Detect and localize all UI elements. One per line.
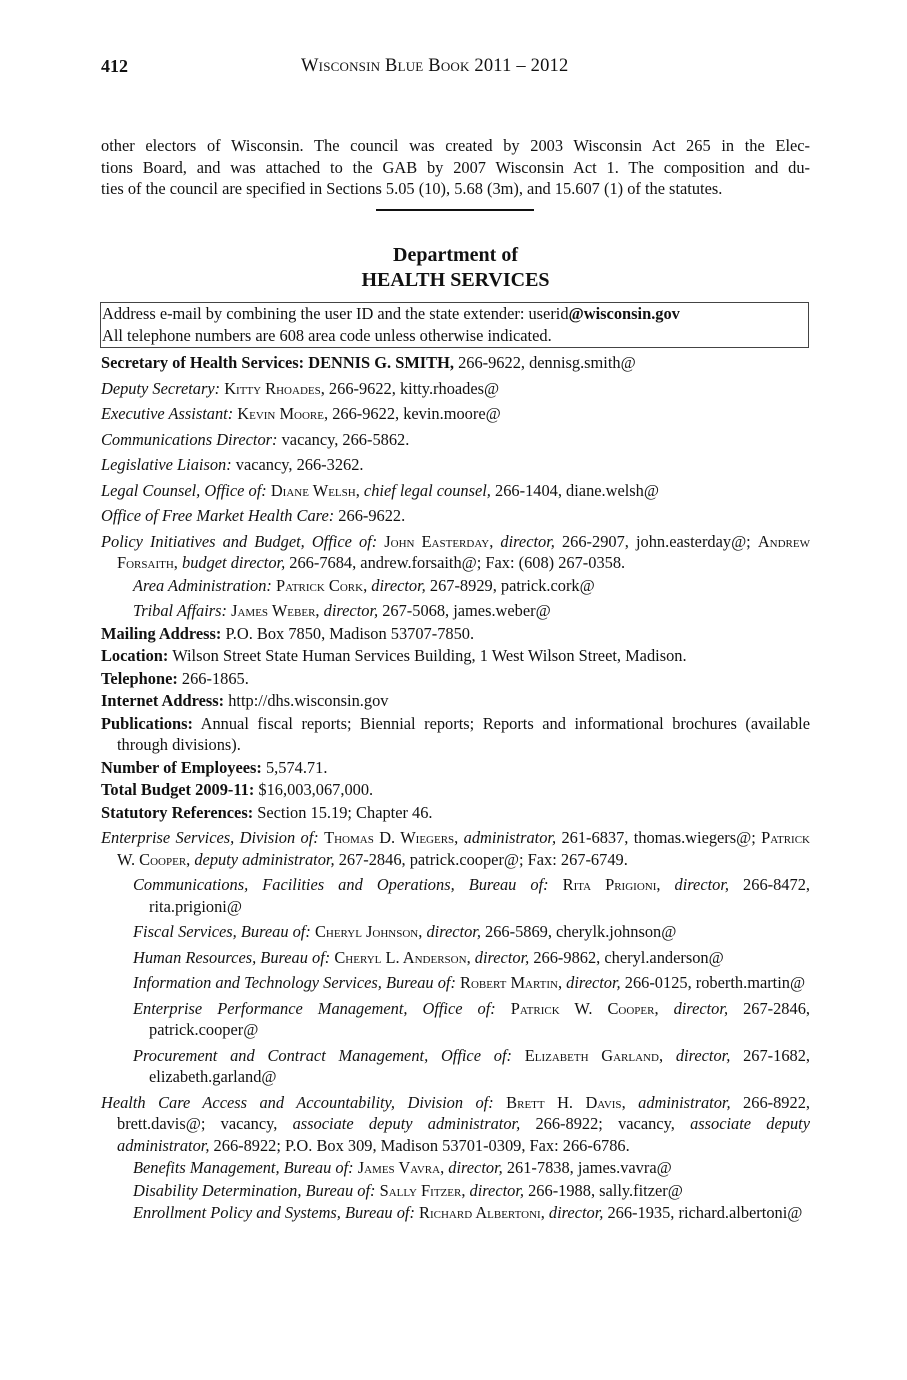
entry-deputy-secretary: [101, 378, 810, 400]
entry-title: director,: [474, 947, 530, 967]
entry-label: Policy Initiatives and Budget, Office of:: [101, 531, 378, 551]
entry-person: Brett H. Davis: [506, 1092, 622, 1112]
entry-label: Executive Assistant:: [101, 404, 234, 423]
entry-person: Sally Fitzer: [379, 1180, 462, 1200]
entry-mailing-address: [101, 623, 810, 645]
entry-disability-determination: Disability Determination, Bureau of: Sally Fitzer, director, 266-1988, sally.fitzer@: [133, 1180, 683, 1200]
entry-details: 266-8922; P.O. Box 309, Madison 53701-0309, Fax: 266-6786.: [209, 1135, 630, 1155]
entry-location: [101, 645, 810, 667]
entry-details: 267-8929, patrick.cork@: [425, 575, 595, 595]
entry-title: administrator,: [638, 1092, 731, 1112]
entry-title: deputy administrator,: [194, 849, 335, 869]
entry-title: budget director,: [182, 553, 286, 572]
entry-label: Area Administration:: [133, 575, 272, 595]
entry-details: vacancy, 266-5862.: [277, 429, 410, 449]
entry-label: Human Resources, Bureau of:: [133, 947, 331, 967]
entry-person: Cheryl L. Anderson: [334, 947, 467, 967]
entry-details: $16,003,067,000.: [254, 780, 374, 799]
entry-title: chief legal counsel,: [363, 480, 491, 500]
intro-paragraph: [101, 135, 810, 200]
entry-details: 266-1865.: [177, 668, 249, 688]
entry-person: Elizabeth Garland: [524, 1045, 659, 1065]
entry-person: Patrick Cork: [275, 575, 364, 595]
entry-internet-address: [101, 690, 810, 712]
entry-details: 267-5068, james.weber@: [378, 601, 551, 620]
entry-tribal-affairs: Tribal Affairs: James Weber, director, 267-5068, james.weber@: [133, 601, 551, 620]
entry-label: Enrollment Policy and Systems, Bureau of:: [133, 1203, 415, 1222]
entry-person: Robert Martin: [460, 973, 558, 992]
entry-details: Wilson Street State Human Services Building, 1 West Wilson Street, Madison.: [168, 646, 687, 665]
entry-person: Kitty Rhoades: [224, 378, 321, 398]
section-divider: [376, 209, 534, 211]
entry-details: 266-9622, dennisg.smith@: [453, 353, 636, 372]
entry-area-administration: Area Administration: Patrick Cork, director, 267-8929, patrick.cork@: [133, 575, 595, 595]
entry-title: director,: [371, 575, 426, 595]
entry-title: director,: [500, 531, 555, 551]
entry-person: Richard Albertoni: [419, 1203, 541, 1222]
entry-policy-initiatives: Policy Initiatives and Budget, Office of: John Easterday, director, 266-2907, john.easterday@; Andrew Forsaith, budget director, 266-7684, andrew.forsaith@; Fax: (608) 267-0358.: [101, 531, 810, 572]
entry-details: 266-1988, sally.fitzer@: [524, 1180, 683, 1200]
entry-person: John Easterday: [384, 531, 490, 551]
entry-label: Telephone:: [101, 668, 178, 688]
directory-entries: [101, 352, 810, 1225]
entry-title: director,: [426, 922, 481, 941]
entry-label: Internet Address:: [101, 691, 225, 710]
section-heading: [101, 243, 810, 293]
entry-details: vacancy, 266-3262.: [231, 455, 364, 474]
entry-person: Patrick W. Cooper: [117, 828, 810, 869]
entry-details: 267-1682, elizabeth.garland@: [149, 1045, 810, 1086]
email-note-text: Address e-mail by combining the user ID and the state extender: userid: [102, 304, 569, 323]
entry-label: Secretary of Health Services: DENNIS G. SMITH,: [101, 353, 454, 372]
entry-number-of-employees: [101, 757, 810, 779]
entry-label: Communications, Facilities and Operations, Bureau of:: [133, 875, 549, 894]
entry-details: 266-8472, rita.prigioni@: [149, 875, 810, 916]
entry-label: Legal Counsel, Office of:: [101, 480, 267, 500]
entry-label: Benefits Management, Bureau of:: [133, 1158, 354, 1177]
entry-label: Enterprise Services, Division of:: [101, 828, 319, 847]
entry-secretary: [101, 352, 810, 374]
entry-title: director,: [548, 1203, 604, 1222]
entry-details: 266-7684, andrew.forsaith@; Fax: (608) 267-0358.: [285, 553, 626, 572]
entry-details: , 266-9622, kitty.rhoades@: [320, 378, 500, 398]
entry-title: director,: [673, 998, 729, 1018]
entry-title: associate deputy administrator,: [292, 1114, 521, 1133]
entry-procurement: Procurement and Contract Management, Office of: Elizabeth Garland, director, 267-1682, elizabeth.garland@: [133, 1045, 810, 1086]
entry-legal-counsel: Legal Counsel, Office of: Diane Welsh, chief legal counsel, 266-1404, diane.welsh@: [101, 480, 659, 500]
entry-free-market-health-care: [101, 505, 810, 527]
entry-details: 266-0125, roberth.martin@: [620, 973, 806, 992]
entry-label: Mailing Address:: [101, 623, 222, 643]
entry-details: 266-9622.: [334, 506, 406, 525]
entry-details: http://dhs.wisconsin.gov: [224, 691, 389, 710]
entry-label: Number of Employees:: [101, 757, 262, 777]
entry-person: Cheryl Johnson: [314, 922, 419, 941]
entry-person: Thomas D. Wiegers: [324, 828, 455, 847]
entry-details: Section 15.19; Chapter 46.: [253, 802, 433, 822]
entry-label: Legislative Liaison:: [101, 455, 232, 474]
entry-label: Health Care Access and Accountability, Division of:: [101, 1092, 494, 1112]
entry-details: 267-2846, patrick.cooper@: [149, 998, 810, 1039]
section-title-line2: HEALTH SERVICES: [361, 269, 550, 291]
entry-publications: [101, 713, 810, 756]
entry-label: Fiscal Services, Bureau of:: [133, 922, 311, 941]
entry-total-budget: [101, 779, 810, 801]
entry-person: Diane Welsh: [270, 480, 356, 500]
phone-note: All telephone numbers are 608 area code unless otherwise indicated.: [102, 326, 552, 345]
entry-title: associate deputy administrator,: [117, 1114, 810, 1155]
entry-enrollment-policy: Enrollment Policy and Systems, Bureau of: Richard Albertoni, director, 266-1935, richard.albertoni@: [133, 1203, 803, 1222]
page-number: 412: [101, 56, 128, 76]
entry-title: director,: [323, 601, 379, 620]
entry-telephone: [101, 668, 810, 690]
entry-enterprise-services: Enterprise Services, Division of: Thomas D. Wiegers, administrator, 261-6837, thomas.wiegers@; Patrick W. Cooper, deputy administrator, 267-2846, patrick.cooper@; Fax: 267-6749.: [101, 828, 810, 869]
entry-label: Publications:: [101, 713, 193, 733]
entry-details: 267-2846, patrick.cooper@; Fax: 267-6749.: [334, 849, 628, 869]
entry-title: director,: [566, 973, 621, 992]
entry-executive-assistant: [101, 403, 810, 425]
intro-line: ties of the council are specified in Sections 5.05 (10), 5.68 (3m), and 15.607 (1) of the statutes.: [101, 179, 723, 198]
entry-enterprise-performance: Enterprise Performance Management, Office of: Patrick W. Cooper, director, 267-2846, patrick.cooper@: [133, 998, 810, 1039]
intro-line: other electors of Wisconsin. The council was created by 2003 Wisconsin Act 265 in the Elec-: [101, 136, 810, 155]
entry-person: James Weber: [231, 601, 316, 620]
entry-details: 5,574.71.: [261, 757, 328, 777]
entry-details: Annual fiscal reports; Biennial reports; Reports and informational brochures (available through divisions).: [117, 713, 810, 754]
entry-details: 266-1404, diane.welsh@: [490, 480, 659, 500]
entry-label: Disability Determination, Bureau of:: [133, 1180, 376, 1200]
entry-label: Statutory References:: [101, 802, 254, 822]
entry-title: director,: [674, 875, 730, 894]
entry-title: director,: [448, 1158, 503, 1177]
entry-label: Communications Director:: [101, 429, 278, 449]
entry-person: Rita Prigioni: [562, 875, 657, 894]
entry-information-technology: Information and Technology Services, Bureau of: Robert Martin, director, 266-0125, roberth.martin@: [133, 973, 806, 992]
entry-details: 266-1935, richard.albertoni@: [603, 1203, 803, 1222]
contact-note-box: [100, 302, 809, 348]
entry-title: director,: [675, 1045, 731, 1065]
email-domain: @wisconsin.gov: [568, 304, 680, 323]
entry-details: P.O. Box 7850, Madison 53707-7850.: [221, 623, 475, 643]
entry-details: 261-6837, thomas.wiegers@;: [556, 828, 762, 847]
entry-fiscal-services: Fiscal Services, Bureau of: Cheryl Johnson, director, 266-5869, cherylk.johnson@: [133, 922, 677, 941]
entry-label: Enterprise Performance Management, Office of:: [133, 998, 496, 1018]
entry-details: 266-8922; vacancy,: [520, 1114, 691, 1133]
intro-line: tions Board, and was attached to the GAB by 2007 Wisconsin Act 1. The composition and du-: [101, 157, 810, 177]
entry-label: Information and Technology Services, Bureau of:: [133, 973, 456, 992]
entry-details: 266-2907, john.easterday@;: [554, 531, 751, 551]
entry-title: administrator,: [463, 828, 557, 847]
entry-label: Location:: [101, 646, 169, 665]
entry-label: Tribal Affairs:: [133, 601, 227, 620]
entry-details: , 266-9622, kevin.moore@: [324, 404, 501, 423]
entry-person: Andrew Forsaith: [117, 531, 810, 572]
entry-person: James Vavra: [357, 1158, 441, 1177]
entry-legislative-liaison: [101, 454, 810, 476]
entry-label: Office of Free Market Health Care:: [101, 506, 335, 525]
entry-title: director,: [469, 1180, 525, 1200]
entry-statutory-references: [101, 802, 810, 824]
entry-details: 266-9862, cheryl.anderson@: [529, 947, 724, 967]
page-header: [101, 56, 810, 82]
section-title-line1: Department of: [393, 244, 518, 266]
entry-person: Patrick W. Cooper: [510, 998, 655, 1018]
entry-details: 266-5869, cherylk.johnson@: [480, 922, 677, 941]
entry-communications-facilities: Communications, Facilities and Operations, Bureau of: Rita Prigioni, director, 266-8472, rita.prigioni@: [133, 875, 810, 916]
email-note: [101, 303, 808, 325]
entry-label: Procurement and Contract Management, Office of:: [133, 1045, 512, 1065]
entry-human-resources: Human Resources, Bureau of: Cheryl L. Anderson, director, 266-9862, cheryl.anderson@: [133, 947, 724, 967]
entry-communications-director: [101, 429, 810, 451]
entry-details: 266-8922, brett.davis@; vacancy,: [117, 1092, 810, 1133]
running-title: Wisconsin Blue Book 2011 – 2012: [301, 56, 569, 76]
entry-label: Deputy Secretary:: [101, 378, 221, 398]
entry-health-care-access: Health Care Access and Accountability, Division of: Brett H. Davis, administrator, 266-8922, brett.davis@; vacancy, associate deputy administrator, 266-8922; vacancy, associate deputy administrator, 266-8922; P.O. Box 309, Madison 53701-0309, Fax: 266-6786.: [101, 1092, 810, 1155]
entry-label: Total Budget 2009-11:: [101, 780, 255, 799]
entry-details: 261-7838, james.vavra@: [502, 1158, 672, 1177]
entry-person: Kevin Moore: [237, 404, 324, 423]
entry-benefits-management: Benefits Management, Bureau of: James Vavra, director, 261-7838, james.vavra@: [133, 1158, 672, 1177]
